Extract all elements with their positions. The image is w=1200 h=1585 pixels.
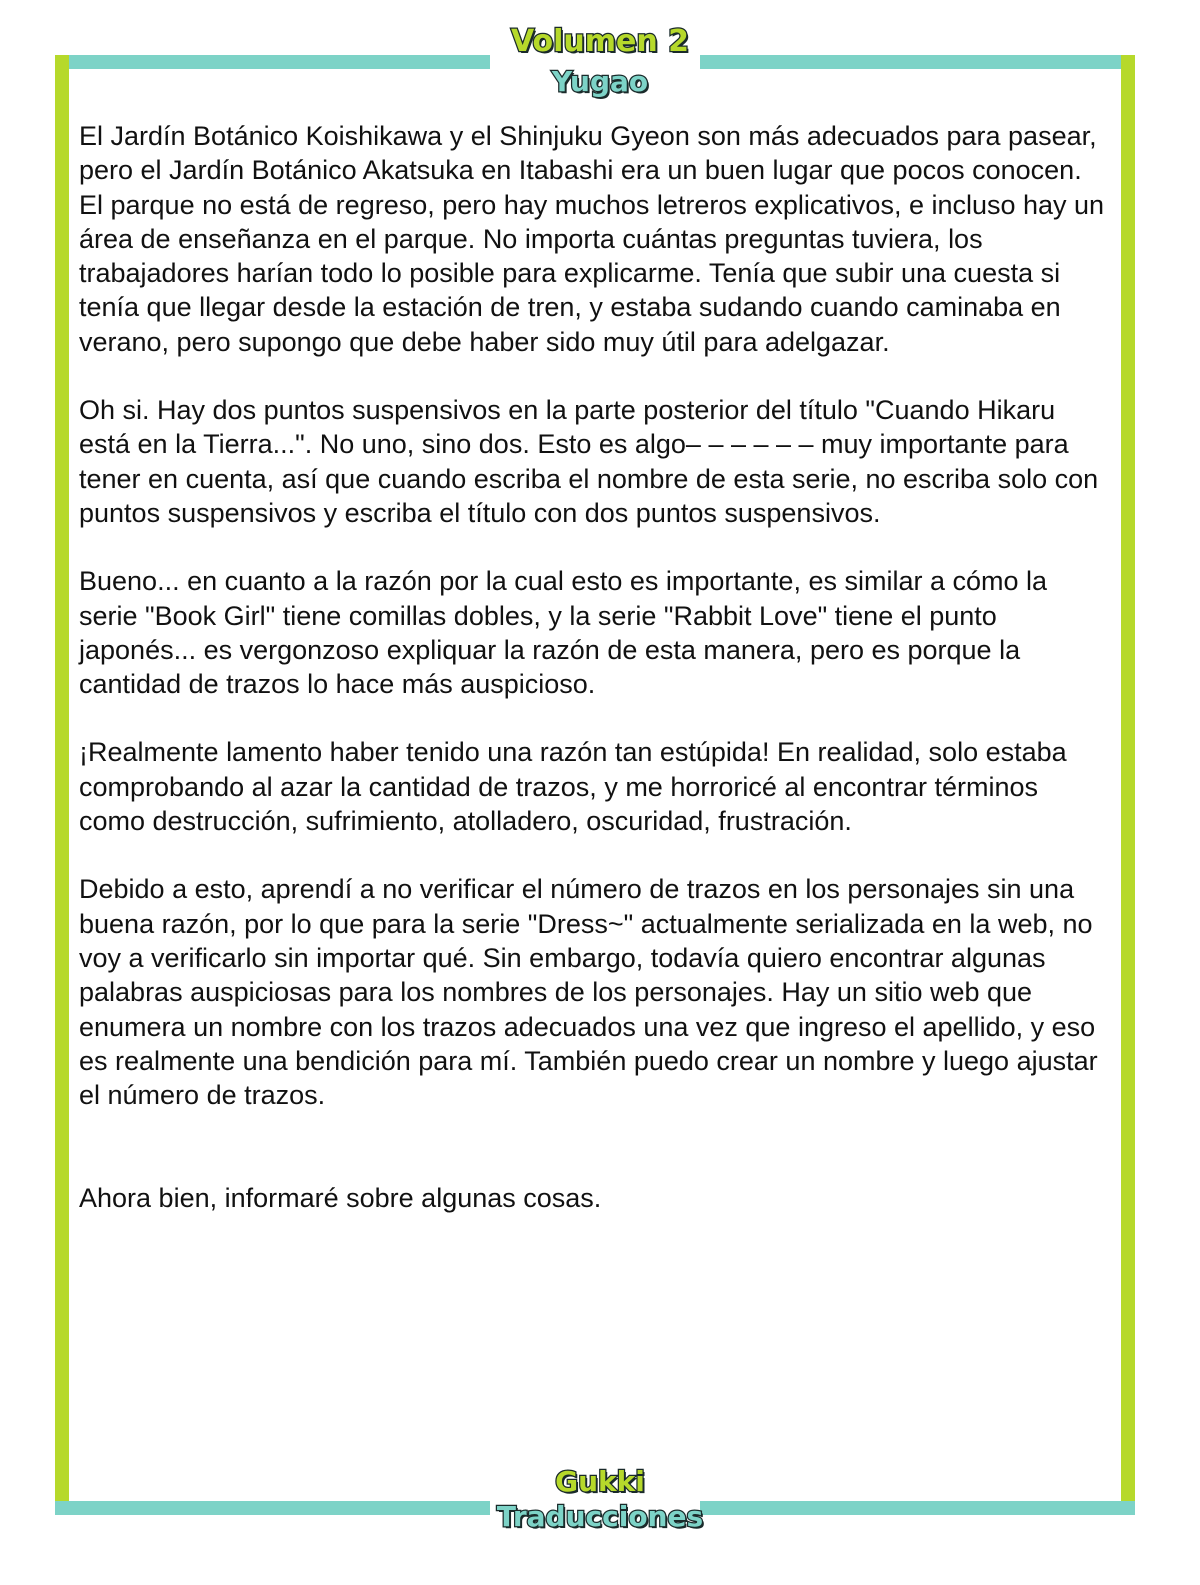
body-paragraph: Ahora bien, informaré sobre algunas cosas. [79, 1183, 602, 1214]
footer-group-subtitle: Traducciones [496, 1500, 704, 1533]
body-paragraph: El Jardín Botánico Koishikawa y el Shinjuku Gyeon son más adecuados para pasear, pero el Jardín Botánico Akatsuka en Itabashi era un buen lugar que pocos conocen. El parque no está de regreso, pero hay muchos letreros explicativos, e incluso hay un área de enseñanza en el parque. No importa cuántas preguntas tuviera, los trabajadores harían todo lo posible para explicarme. Tenía que subir una cuesta si tenía que llegar desde la estación de tren, y estaba sudando cuando caminaba en verano, pero supongo que debe haber sido muy útil para adelgazar. [79, 121, 1105, 357]
body-paragraph: Oh si. Hay dos puntos suspensivos en la parte posterior del título "Cuando Hikaru está en la Tierra...". No uno, sino dos. Esto es algo– – – – – – muy importante para tener en cuenta, así que cuando escriba el nombre de esta serie, no escriba solo con puntos suspensivos y escriba el título con dos puntos suspensivos. [79, 395, 1099, 528]
body-paragraph: ¡Realmente lamento haber tenido una razón tan estúpida! En realidad, solo estaba comprobando al azar la cantidad de trazos, y me horroricé al encontrar términos como destrucción, sufrimiento, atolladero, oscuridad, frustración. [79, 737, 1067, 837]
frame-right-bar [1121, 55, 1135, 1515]
body-paragraph: Debido a esto, aprendí a no verificar el número de trazos en los personajes sin una buena razón, por lo que para la serie "Dress~" actualmente serializada en la web, no voy a verificarlo sin importar qué. Sin embargo, todavía quiero encontrar algunas palabras auspiciosas para los nombres de los personajes. Hay un sitio web que enumera un nombre con los trazos adecuados una vez que ingreso el apellido, y eso es realmente una bendición para mí. También puedo crear un nombre y luego ajustar el número de trazos. [79, 874, 1098, 1111]
chapter-title: Yugao [551, 65, 649, 98]
body-paragraph: Bueno... en cuanto a la razón por la cual esto es importante, es similar a cómo la serie "Book Girl" tiene comillas dobles, y la serie "Rabbit Love" tiene el punto japonés... es vergonzoso expliquar la razón de esta manera, pero es porque la cantidad de trazos lo hace más auspicioso. [79, 566, 1048, 700]
footer-group-name: Gukki [555, 1465, 645, 1498]
volume-title: Volumen 2 [510, 24, 690, 59]
frame-left-bar [55, 55, 69, 1515]
page-body [79, 119, 1109, 1250]
